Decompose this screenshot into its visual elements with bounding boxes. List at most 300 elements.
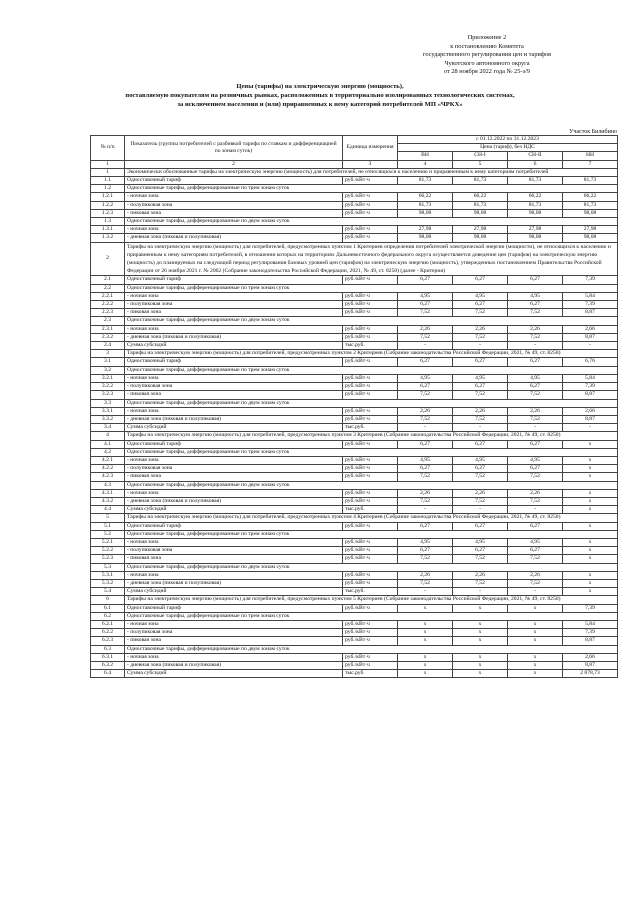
value-sn2: 7,52 — [508, 473, 563, 481]
table-row — [91, 374, 618, 382]
value-vn: 27,98 — [398, 226, 453, 234]
header-level-vn: ВН — [398, 152, 453, 160]
value-sn2: 7,52 — [508, 555, 563, 563]
appendix-line: к постановлению Комитета — [450, 42, 524, 50]
value-vn: 4,95 — [398, 374, 453, 382]
value-vn: 7,52 — [398, 415, 453, 423]
row-indicator: Одноставочный тариф — [125, 440, 343, 448]
row-indicator: - ночная зона — [125, 653, 343, 661]
value-nn: 81,73 — [563, 201, 618, 209]
value-nn: х — [563, 522, 618, 530]
row-number: 6.3.2 — [91, 662, 125, 670]
row-indicator: - ночная зона — [125, 226, 343, 234]
subsection-row — [91, 645, 618, 653]
table-row — [91, 653, 618, 661]
row-number: 6.2.1 — [91, 620, 125, 628]
row-number: 4.3.2 — [91, 497, 125, 505]
value-sn2: - — [508, 424, 563, 432]
value-nn: х — [563, 497, 618, 505]
row-indicator: - полупиковая зона — [125, 201, 343, 209]
value-sn1: 66,22 — [453, 193, 508, 201]
row-unit: руб./кВт·ч — [343, 301, 398, 309]
table-row — [91, 555, 618, 563]
row-unit: руб./кВт·ч — [343, 201, 398, 209]
header-level-sn2: СН-II — [508, 152, 563, 160]
row-indicator: - ночная зона — [125, 571, 343, 579]
section-title: Тарифы на электрическую энергию (мощность) для потребителей, предусмотренных пунктом 4 Критериев (Собрание законодательства Российской Федерации, 2021, № 49, ст. 8250) — [125, 514, 618, 522]
section-title: Тарифы на электрическую энергию (мощность) для потребителей, предусмотренных пунктом 3 Критериев (Собрание законодательства Российской Федерации, 2021, № 49, ст. 8250) — [125, 432, 618, 440]
row-number: 1.3 — [91, 218, 125, 226]
subsection-title: Одноставочные тарифы, дифференцированные по трем зонам суток — [125, 366, 618, 374]
row-indicator: - ночная зона — [125, 325, 343, 333]
row-unit: тыс.руб. — [343, 670, 398, 678]
table-row — [91, 662, 618, 670]
table-row — [91, 579, 618, 587]
value-sn2: 2,26 — [508, 325, 563, 333]
value-vn: х — [398, 604, 453, 612]
value-nn: 2 878,73 — [563, 670, 618, 678]
row-indicator: - ночная зона — [125, 456, 343, 464]
subsection-title: Одноставочные тарифы, дифференцированные по двум зонам суток — [125, 563, 618, 571]
value-vn: 6,27 — [398, 358, 453, 366]
row-number: 5.2.3 — [91, 555, 125, 563]
row-number: 1.2.3 — [91, 209, 125, 217]
table-row — [91, 473, 618, 481]
value-vn: 7,52 — [398, 555, 453, 563]
title-line: Цены (тарифы) на электрическую энергию (мощность), — [236, 83, 404, 90]
table-row — [91, 440, 618, 448]
row-unit: руб./кВт·ч — [343, 522, 398, 530]
row-number: 2.3.1 — [91, 325, 125, 333]
table-row — [91, 226, 618, 234]
table-row — [91, 391, 618, 399]
value-vn: 66,22 — [398, 193, 453, 201]
value-sn2: 81,73 — [508, 177, 563, 185]
value-nn: х — [563, 547, 618, 555]
row-unit: руб./кВт·ч — [343, 579, 398, 587]
row-unit: руб./кВт·ч — [343, 497, 398, 505]
row-unit: руб./кВт·ч — [343, 309, 398, 317]
value-nn: 2,66 — [563, 325, 618, 333]
value-sn1: 6,27 — [453, 465, 508, 473]
table-row — [91, 234, 618, 242]
value-sn2: 7,52 — [508, 415, 563, 423]
value-nn: х — [563, 555, 618, 563]
subsection-title: Одноставочные тарифы, дифференцированные по трем зонам суток — [125, 185, 618, 193]
header-level-nn: НН — [563, 152, 618, 160]
table-row — [91, 333, 618, 341]
header-indicator: Показатель (группы потребителей с разбивкой тарифа по ставкам и дифференциацией по зонам суток) — [125, 136, 343, 161]
row-unit: руб./кВт·ч — [343, 555, 398, 563]
value-sn1: - — [453, 424, 508, 432]
row-number: 6.2 — [91, 612, 125, 620]
row-number: 3.2.1 — [91, 374, 125, 382]
row-number: 6.2.2 — [91, 629, 125, 637]
value-vn: х — [398, 670, 453, 678]
row-number: 3.3 — [91, 399, 125, 407]
title-line: за исключением населения и (или) приравненных к нему категорий потребителей МП «ЧРКХ» — [177, 101, 463, 108]
row-indicator: - дневная зона (пиковая и полупиковая) — [125, 497, 343, 505]
row-unit: руб./кВт·ч — [343, 276, 398, 284]
value-nn: 98,08 — [563, 209, 618, 217]
value-sn2: 7,52 — [508, 309, 563, 317]
value-nn: - — [563, 424, 618, 432]
value-sn2: 6,27 — [508, 440, 563, 448]
value-vn: 6,27 — [398, 547, 453, 555]
value-sn1: 7,52 — [453, 473, 508, 481]
subsection-row — [91, 481, 618, 489]
value-nn: 8,87 — [563, 391, 618, 399]
value-sn2: 7,52 — [508, 497, 563, 505]
table-row — [91, 325, 618, 333]
value-vn: - — [398, 424, 453, 432]
value-vn: х — [398, 629, 453, 637]
row-indicator: - пиковая зона — [125, 391, 343, 399]
site-label: Участок Билибино — [569, 129, 617, 135]
section-number: 3 — [91, 350, 125, 358]
value-vn: 6,27 — [398, 301, 453, 309]
row-number: 2.2 — [91, 284, 125, 292]
row-number: 4.1 — [91, 440, 125, 448]
value-sn1: 98,08 — [453, 209, 508, 217]
row-unit: руб./кВт·ч — [343, 473, 398, 481]
table-row — [91, 522, 618, 530]
row-unit: руб./кВт·ч — [343, 177, 398, 185]
value-vn: 4,95 — [398, 456, 453, 464]
value-nn: 8,87 — [563, 637, 618, 645]
value-sn2: - — [508, 588, 563, 596]
value-sn1: 2,26 — [453, 489, 508, 497]
table-row — [91, 456, 618, 464]
row-unit: руб./кВт·ч — [343, 358, 398, 366]
row-number: 2.1 — [91, 276, 125, 284]
table-row — [91, 588, 618, 596]
row-unit: руб./кВт·ч — [343, 637, 398, 645]
row-unit: руб./кВт·ч — [343, 325, 398, 333]
value-sn1: 4,95 — [453, 538, 508, 546]
section-header-row — [91, 168, 618, 176]
subsection-title: Одноставочные тарифы, дифференцированные по трем зонам суток — [125, 448, 618, 456]
row-indicator: - полупиковая зона — [125, 301, 343, 309]
row-number: 1.2.2 — [91, 201, 125, 209]
value-sn1: 7,52 — [453, 415, 508, 423]
row-unit: руб./кВт·ч — [343, 620, 398, 628]
section-number: 5 — [91, 514, 125, 522]
row-number: 1.2 — [91, 185, 125, 193]
row-unit: руб./кВт·ч — [343, 193, 398, 201]
section-header-row — [91, 432, 618, 440]
row-number: 2.2.2 — [91, 301, 125, 309]
value-sn1: 81,73 — [453, 201, 508, 209]
row-unit: руб./кВт·ч — [343, 662, 398, 670]
value-sn1: х — [453, 637, 508, 645]
row-number: 6.1 — [91, 604, 125, 612]
row-number: 5.3 — [91, 563, 125, 571]
section-number: 1 — [91, 168, 125, 176]
table-row — [91, 637, 618, 645]
value-nn: х — [563, 473, 618, 481]
column-number: 2 — [125, 160, 343, 168]
value-vn: 6,27 — [398, 440, 453, 448]
row-number: 5.1 — [91, 522, 125, 530]
row-number: 2.3 — [91, 317, 125, 325]
value-sn2: 6,27 — [508, 276, 563, 284]
value-sn1: 2,26 — [453, 571, 508, 579]
subsection-title: Одноставочные тарифы, дифференцированные по трем зонам суток — [125, 284, 618, 292]
value-sn2: х — [508, 670, 563, 678]
subsection-title: Одноставочные тарифы, дифференцированные по трем зонам суток — [125, 530, 618, 538]
value-vn: 98,08 — [398, 209, 453, 217]
row-unit: тыс.руб. — [343, 342, 398, 350]
value-vn: 7,52 — [398, 309, 453, 317]
row-indicator: - пиковая зона — [125, 555, 343, 563]
row-unit: руб./кВт·ч — [343, 465, 398, 473]
table-row — [91, 489, 618, 497]
value-sn1: 6,27 — [453, 358, 508, 366]
subsection-row — [91, 218, 618, 226]
value-vn: 7,52 — [398, 391, 453, 399]
appendix-block — [392, 34, 582, 77]
value-vn: 2,26 — [398, 325, 453, 333]
value-sn1: х — [453, 653, 508, 661]
row-number: 2.3.2 — [91, 333, 125, 341]
appendix-line: от 28 ноября 2022 года № 25-э/9 — [443, 68, 531, 76]
row-indicator: - пиковая зона — [125, 209, 343, 217]
row-number: 5.2.2 — [91, 547, 125, 555]
tariff-table — [90, 135, 618, 678]
column-number: 1 — [91, 160, 125, 168]
value-vn: - — [398, 342, 453, 350]
row-unit: руб./кВт·ч — [343, 571, 398, 579]
row-unit: руб./кВт·ч — [343, 538, 398, 546]
row-indicator: - ночная зона — [125, 292, 343, 300]
table-row — [91, 342, 618, 350]
row-indicator: Одноставочный тариф — [125, 177, 343, 185]
value-sn1: 7,52 — [453, 579, 508, 587]
row-indicator: - пиковая зона — [125, 473, 343, 481]
row-indicator: - дневная зона (пиковая и полупиковая) — [125, 415, 343, 423]
value-vn: 98,08 — [398, 234, 453, 242]
value-vn: 6,27 — [398, 522, 453, 530]
value-sn2: 98,08 — [508, 234, 563, 242]
value-nn: 5,84 — [563, 620, 618, 628]
subsection-row — [91, 284, 618, 292]
value-sn1: 6,27 — [453, 440, 508, 448]
value-nn: 2,66 — [563, 407, 618, 415]
header-period: с 01.12.2022 по 31.12.2023 — [398, 136, 618, 144]
value-sn1: х — [453, 629, 508, 637]
row-number: 5.4 — [91, 588, 125, 596]
row-unit: руб./кВт·ч — [343, 456, 398, 464]
value-sn2: 7,52 — [508, 333, 563, 341]
value-nn: 8,87 — [563, 415, 618, 423]
row-number: 3.1 — [91, 358, 125, 366]
value-sn2: 66,22 — [508, 193, 563, 201]
row-unit: руб./кВт·ч — [343, 383, 398, 391]
value-nn: х — [563, 506, 618, 514]
document-title — [95, 82, 545, 109]
row-number: 4.2 — [91, 448, 125, 456]
row-number: 2.2.3 — [91, 309, 125, 317]
row-number: 4.2.1 — [91, 456, 125, 464]
row-unit: руб./кВт·ч — [343, 489, 398, 497]
column-number: 3 — [343, 160, 398, 168]
value-sn1: х — [453, 662, 508, 670]
value-vn: 2,26 — [398, 571, 453, 579]
row-number: 3.2.3 — [91, 391, 125, 399]
column-number: 6 — [508, 160, 563, 168]
value-sn1: 98,08 — [453, 234, 508, 242]
value-sn1: - — [453, 588, 508, 596]
table-row — [91, 201, 618, 209]
value-nn: 2,66 — [563, 653, 618, 661]
section-title: Тарифы на электрическую энергию (мощность) для потребителей, предусмотренных пунктом 5 Критериев (Собрание законодательства Российской Федерации, 2021, № 49, ст. 8250) — [125, 596, 618, 604]
value-nn: 7,39 — [563, 301, 618, 309]
subsection-title: Одноставочные тарифы, дифференцированные по двум зонам суток — [125, 218, 618, 226]
table-row — [91, 506, 618, 514]
row-indicator: - пиковая зона — [125, 309, 343, 317]
value-sn1: 4,95 — [453, 374, 508, 382]
value-nn: 27,98 — [563, 226, 618, 234]
value-nn: 98,08 — [563, 234, 618, 242]
row-number: 4.4 — [91, 506, 125, 514]
appendix-line: Приложение 2 — [467, 34, 507, 41]
row-unit: руб./кВт·ч — [343, 604, 398, 612]
row-unit: руб./кВт·ч — [343, 629, 398, 637]
value-nn: х — [563, 579, 618, 587]
value-nn: 7,39 — [563, 604, 618, 612]
row-number: 4.3.1 — [91, 489, 125, 497]
row-indicator: - дневная зона (пиковая и полупиковая) — [125, 333, 343, 341]
section-header-row — [91, 242, 618, 276]
column-numbers-row — [91, 160, 618, 168]
value-vn: 81,73 — [398, 177, 453, 185]
value-sn1: 7,52 — [453, 391, 508, 399]
row-indicator: Сумма субсидий — [125, 506, 343, 514]
value-sn1: х — [453, 670, 508, 678]
subsection-row — [91, 530, 618, 538]
value-nn: 8,87 — [563, 309, 618, 317]
row-number: 3.3.2 — [91, 415, 125, 423]
value-sn2: х — [508, 629, 563, 637]
row-indicator: Одноставочный тариф — [125, 358, 343, 366]
row-unit: руб./кВт·ч — [343, 407, 398, 415]
value-sn2: 98,08 — [508, 209, 563, 217]
value-sn2: х — [508, 604, 563, 612]
row-indicator: - ночная зона — [125, 620, 343, 628]
table-body — [91, 168, 618, 678]
row-number: 5.2.1 — [91, 538, 125, 546]
row-number: 4.2.2 — [91, 465, 125, 473]
table-row — [91, 193, 618, 201]
value-sn1: 4,95 — [453, 456, 508, 464]
value-vn: 7,52 — [398, 579, 453, 587]
value-vn: - — [398, 506, 453, 514]
value-sn2: 4,95 — [508, 292, 563, 300]
table-row — [91, 276, 618, 284]
row-number: 2.2.1 — [91, 292, 125, 300]
section-header-row — [91, 596, 618, 604]
value-sn2: 7,52 — [508, 579, 563, 587]
value-nn: х — [563, 571, 618, 579]
value-sn2: - — [508, 342, 563, 350]
row-number: 4.3 — [91, 481, 125, 489]
value-sn2: 6,27 — [508, 465, 563, 473]
value-sn1: 6,27 — [453, 547, 508, 555]
row-indicator: - ночная зона — [125, 193, 343, 201]
table-header — [91, 136, 618, 169]
row-unit: тыс.руб. — [343, 506, 398, 514]
section-number: 6 — [91, 596, 125, 604]
value-vn: 2,26 — [398, 407, 453, 415]
value-sn1: - — [453, 342, 508, 350]
value-sn1: 7,52 — [453, 497, 508, 505]
value-nn: х — [563, 489, 618, 497]
subsection-title: Одноставочные тарифы, дифференцированные по двум зонам суток — [125, 645, 618, 653]
value-vn: 6,27 — [398, 276, 453, 284]
value-sn1: 6,27 — [453, 301, 508, 309]
row-number: 6.4 — [91, 670, 125, 678]
row-number: 1.3.1 — [91, 226, 125, 234]
table-row — [91, 670, 618, 678]
row-indicator: - ночная зона — [125, 489, 343, 497]
row-indicator: Сумма субсидий — [125, 424, 343, 432]
subsection-title: Одноставочные тарифы, дифференцированные по двум зонам суток — [125, 317, 618, 325]
value-vn: 2,26 — [398, 489, 453, 497]
row-unit: руб./кВт·ч — [343, 333, 398, 341]
section-number: 2 — [91, 242, 125, 276]
value-nn: 7,39 — [563, 629, 618, 637]
table-row — [91, 292, 618, 300]
value-nn: 8,87 — [563, 662, 618, 670]
value-sn1: х — [453, 620, 508, 628]
row-unit: руб./кВт·ч — [343, 415, 398, 423]
value-vn: 7,52 — [398, 497, 453, 505]
section-number: 4 — [91, 432, 125, 440]
section-title: Экономически обоснованные тарифы на электрическую энергию (мощность) для потребителей, не относящихся к населению и приравненным к нему категориям потребителей — [125, 168, 618, 176]
subsection-title: Одноставочные тарифы, дифференцированные по двум зонам суток — [125, 399, 618, 407]
value-sn1: 27,98 — [453, 226, 508, 234]
value-nn: 7,39 — [563, 383, 618, 391]
row-indicator: Сумма субсидий — [125, 342, 343, 350]
table-row — [91, 629, 618, 637]
value-sn2: - — [508, 506, 563, 514]
value-sn2: х — [508, 620, 563, 628]
value-vn: 7,52 — [398, 333, 453, 341]
row-unit: руб./кВт·ч — [343, 391, 398, 399]
row-indicator: Сумма субсидий — [125, 670, 343, 678]
value-nn: 5,84 — [563, 374, 618, 382]
row-indicator: - ночная зона — [125, 407, 343, 415]
value-sn1: 6,27 — [453, 522, 508, 530]
value-vn: - — [398, 588, 453, 596]
value-sn2: 4,95 — [508, 456, 563, 464]
row-unit: руб./кВт·ч — [343, 234, 398, 242]
row-indicator: Одноставочный тариф — [125, 522, 343, 530]
row-indicator: - дневная зона (пиковая и полупиковая) — [125, 234, 343, 242]
table-row — [91, 620, 618, 628]
table-row — [91, 383, 618, 391]
value-sn1: 7,52 — [453, 309, 508, 317]
row-indicator: - ночная зона — [125, 538, 343, 546]
value-sn1: 7,52 — [453, 333, 508, 341]
row-unit: руб./кВт·ч — [343, 374, 398, 382]
value-vn: 4,95 — [398, 538, 453, 546]
value-sn1: - — [453, 506, 508, 514]
value-sn1: 4,95 — [453, 292, 508, 300]
table-row — [91, 465, 618, 473]
subsection-row — [91, 317, 618, 325]
